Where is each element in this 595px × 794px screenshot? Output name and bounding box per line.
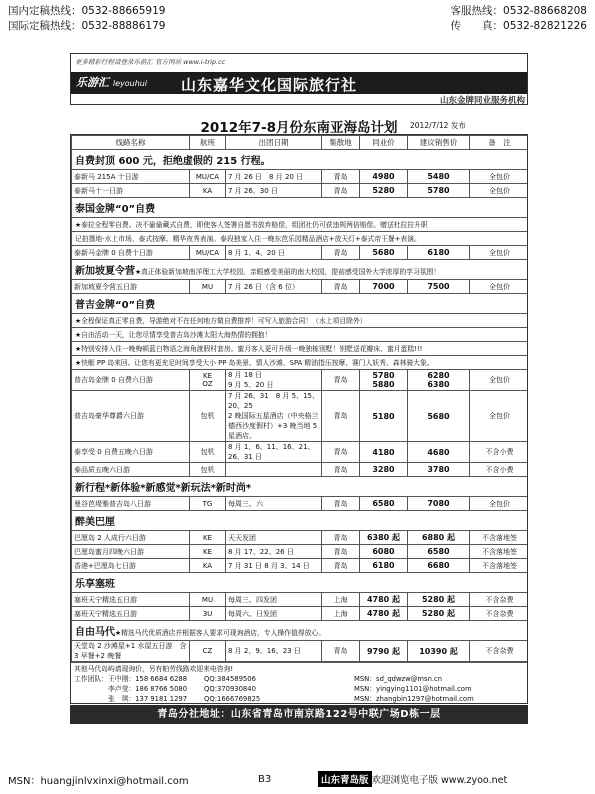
section-title (72, 198, 529, 218)
section-heading-row (72, 198, 529, 218)
section-heading-row (72, 294, 529, 314)
remark: 不含落地签 (470, 545, 529, 559)
departure-city: 青岛 (322, 497, 360, 511)
contact-cell: MSN：zhangbin1297@hotmail.com (354, 695, 474, 703)
peer-price: 6380 起 (360, 531, 408, 545)
section-title (72, 150, 529, 170)
route-name: 普吉岛金牌 0 自费六日游 (72, 370, 190, 391)
departure-dates (226, 463, 322, 477)
remark: 全包价 (470, 370, 529, 391)
table-row (72, 246, 529, 260)
flight: TG (190, 497, 226, 511)
table-row (72, 641, 529, 662)
international-hotline: 国际定稿热线：0532-88886179 (8, 20, 166, 32)
contact-list (74, 674, 524, 704)
departure-dates: 7 月 26 日（含 6 位） (226, 280, 322, 294)
column-header: 备 注 (470, 136, 529, 150)
route-name: 新加坡夏令营五日游 (72, 280, 190, 294)
contact-cell: MSN：sd_qdwzw@msn.cn (354, 675, 443, 683)
departure-city: 青岛 (322, 391, 360, 442)
peer-price: 5180 (360, 391, 408, 442)
retail-price: 4680 (408, 442, 470, 463)
retail-price: 5480 (408, 170, 470, 184)
retail-price: 7500 (408, 280, 470, 294)
section-heading-row (72, 477, 529, 497)
table-row (72, 545, 529, 559)
table-row (72, 607, 529, 621)
section-title (72, 477, 529, 497)
section-title-text: 自由马代 (75, 627, 115, 638)
retail-price: 5280 起 (408, 593, 470, 607)
departure-city: 青岛 (322, 641, 360, 662)
retail-price: 6180 (408, 246, 470, 260)
table-row (72, 184, 529, 198)
route-name: 曼谷芭堤雅普吉岛八日游 (72, 497, 190, 511)
table-row (72, 442, 529, 463)
consult-note: 其他马代岛屿请现询价，另有帕劳线路欢迎来电咨询! (74, 665, 234, 673)
section-note: 记拍摄地-水上市场、泰式按摩、精华夜秀表演。泰段独家入住一晚东芭乐园精品酒店+放天灯+泰式帝王餐+表演。 (72, 232, 529, 246)
route-name: 天堂岛 2 沙滩屋+1 水屋五日游 含 3 早餐+2 晚餐 (72, 641, 190, 662)
peer-price: 4180 (360, 442, 408, 463)
section-note-row (72, 314, 529, 328)
departure-dates: 8 月 2、9、16、23 日 (226, 641, 322, 662)
route-name: 塞班天宁精选五日游 (72, 593, 190, 607)
flight: CZ (190, 641, 226, 662)
remark: 不含杂费 (470, 607, 529, 621)
table-row (72, 463, 529, 477)
departure-dates: 8 月 17、22、26 日 (226, 545, 322, 559)
flight: 包机 (190, 442, 226, 463)
agency-banner (70, 53, 528, 105)
table-header-row (72, 136, 529, 150)
departure-dates: 7 月 26、30 日 (226, 184, 322, 198)
plan-title: 2012年7-8月份东南亚海岛计划 (200, 120, 398, 136)
route-name: 巴厘岛 2 人成行六日游 (72, 531, 190, 545)
departure-city: 青岛 (322, 545, 360, 559)
remark: 全包价 (470, 391, 529, 442)
departure-city: 青岛 (322, 184, 360, 198)
flight: MU/CA (190, 170, 226, 184)
peer-price: 5680 (360, 246, 408, 260)
section-title (72, 260, 529, 280)
website-slogan: 更多精彩行程请登录乐游汇 官方网站 www.i-trip.cc (75, 58, 226, 66)
remark: 不含小费 (470, 442, 529, 463)
retail-price: 6580 (408, 545, 470, 559)
section-note-row (72, 232, 529, 246)
section-title-text: 普吉金牌“0”自费 (75, 300, 156, 311)
peer-price: 4780 起 (360, 607, 408, 621)
retail-price: 5780 (408, 184, 470, 198)
column-header: 线路名称 (72, 136, 190, 150)
section-note: ★特别安排入住一晚梅顿蓝白物语之海角渡假村套房。蜜月客人更可升级一晚独栋别墅！别墅送花瓣床、蜜月蛋糕!!! (72, 342, 529, 356)
departure-dates: 天天发团 (226, 531, 322, 545)
section-note: ★全程保证真正零自费，导游绝对不在任何地方做自费推荐！可写入旅游合同！（水上项目除外） (72, 314, 529, 328)
service-hotline: 客服热线：0532-88668208 (450, 5, 587, 17)
remark: 不含杂费 (470, 593, 529, 607)
contact-row (74, 694, 524, 704)
departure-dates: 8 月 1、4、20 日 (226, 246, 322, 260)
departure-dates: 每周三、六 (226, 497, 322, 511)
contact-row (74, 674, 524, 684)
departure-city: 上海 (322, 593, 360, 607)
remark: 不含杂费 (470, 641, 529, 662)
peer-price: 6580 (360, 497, 408, 511)
section-title-text: 泰国金牌“0”自费 (75, 204, 156, 215)
table-row (72, 497, 529, 511)
flight: 3U (190, 607, 226, 621)
section-title (72, 294, 529, 314)
service-tagline: 山东金牌同业服务机构 (439, 96, 525, 106)
table-body (72, 150, 529, 662)
section-note-row (72, 356, 529, 370)
hotline-row-2 (8, 19, 587, 33)
table-row (72, 170, 529, 184)
departure-dates: 7 月 26 日 8 月 20 日 (226, 170, 322, 184)
peer-price: 7000 (360, 280, 408, 294)
retail-price: 7080 (408, 497, 470, 511)
section-title (72, 621, 529, 641)
section-title (72, 573, 529, 593)
retail-price: 5680 (408, 391, 470, 442)
departure-city: 青岛 (322, 531, 360, 545)
table-row (72, 559, 529, 573)
peer-price: 4780 起 (360, 593, 408, 607)
table-row (72, 280, 529, 294)
section-lead: ★精选马代优质酒店并根据客人要求可现询酒店，专人操作值得放心。 (115, 629, 325, 637)
column-header: 建议销售价 (408, 136, 470, 150)
remark: 全包价 (470, 246, 529, 260)
section-note-row (72, 342, 529, 356)
table-row (72, 370, 529, 391)
peer-price: 4980 (360, 170, 408, 184)
route-name: 泰品质五晚六日游 (72, 463, 190, 477)
departure-dates: 7 月 31 日 8 月 3、14 日 (226, 559, 322, 573)
section-note: ★快艇 PP 岛来回。让您有更充足时间享受大小 PP 岛美景、情人沙滩、SPA 精油指压按摩、赛门人妖秀、森林骑大象。 (72, 356, 529, 370)
tour-table (71, 135, 528, 662)
website-link[interactable]: 欢迎浏览电子版 www.zyoo.net (371, 775, 508, 786)
route-name: 泰享受 0 自费五晚六日游 (72, 442, 190, 463)
retail-price: 3780 (408, 463, 470, 477)
section-title-text: 醉美巴厘 (75, 517, 115, 528)
section-note: ★泰拉全程零自费。决不偷偷藏式自费，即使客人签署自愿书放弃赔偿，组团社仍可获违规两倍赔偿。赠送杜拉拉升职 (72, 218, 529, 232)
peer-price: 9790 起 (360, 641, 408, 662)
peer-price: 3280 (360, 463, 408, 477)
edition-badge: 山东青岛版 (318, 771, 372, 787)
hotline-row-1 (8, 4, 587, 18)
remark: 全包价 (470, 280, 529, 294)
peer-price: 6080 (360, 545, 408, 559)
section-heading-row (72, 573, 529, 593)
contact-cell: QQ:384589506 (204, 675, 256, 683)
table-row (72, 391, 529, 442)
section-heading-row (72, 621, 529, 641)
remark: 全包价 (470, 170, 529, 184)
footer-msn: MSN：huangjinlvxinxi@hotmail.com (8, 775, 189, 787)
departure-city: 青岛 (322, 559, 360, 573)
remark: 不含落地签 (470, 559, 529, 573)
departure-dates: 每周六、日发团 (226, 607, 322, 621)
route-name: 泰新马金牌 0 自费十日游 (72, 246, 190, 260)
departure-city: 青岛 (322, 442, 360, 463)
section-title-text: 新行程*新体验*新感觉*新玩法*新时尚* (75, 483, 252, 494)
contact-cell: 李卢莹：186 8766 5080 (74, 685, 188, 693)
peer-price: 5780 5880 (360, 370, 408, 391)
peer-price: 6180 (360, 559, 408, 573)
route-name: 香港+巴厘岛七日游 (72, 559, 190, 573)
route-name: 巴厘岛蜜月四晚六日游 (72, 545, 190, 559)
table-row (72, 531, 529, 545)
departure-dates: 7 月 26、31 8 月 5、15、20、25 2 晚国际五星酒店（中央格兰德西沙度假村）+3 晚当地 5 星酒店。 (226, 391, 322, 442)
retail-price: 10390 起 (408, 641, 470, 662)
retail-price: 5280 起 (408, 607, 470, 621)
departure-city: 青岛 (322, 246, 360, 260)
remark: 全包价 (470, 497, 529, 511)
publish-date: 2012/7/12 发布 (410, 121, 466, 130)
column-header: 同业价 (360, 136, 408, 150)
route-name: 塞班天宁精选五日游 (72, 607, 190, 621)
remark: 全包价 (470, 184, 529, 198)
departure-city: 上海 (322, 607, 360, 621)
flight: MU (190, 280, 226, 294)
section-lead: ★真正体验新加坡南洋理工大学校园，亲眼感受美丽的南大校园，提前感受国外大学浓厚的学习氛围！ (135, 268, 441, 276)
section-title (72, 511, 529, 531)
column-header: 集散地 (322, 136, 360, 150)
departure-dates: 每周三、四发团 (226, 593, 322, 607)
flight: MU/CA (190, 246, 226, 260)
flight: 包机 (190, 463, 226, 477)
contact-block (71, 662, 527, 704)
agency-name: 山东嘉华文化国际旅行社 (181, 76, 358, 94)
contact-row (74, 684, 524, 694)
flight: KA (190, 559, 226, 573)
remark: 不含落地签 (470, 531, 529, 545)
departure-dates: 8 月 1、6、11、16、21、26、31 日 (226, 442, 322, 463)
table-row (72, 593, 529, 607)
tour-plan-document (70, 134, 528, 704)
peer-price: 5280 (360, 184, 408, 198)
fax-number: 传 真：0532-82821226 (450, 20, 587, 32)
departure-city: 青岛 (322, 370, 360, 391)
departure-city: 青岛 (322, 280, 360, 294)
section-heading-row (72, 511, 529, 531)
leyouhui-logo: 乐游汇 leyouhui (76, 76, 148, 89)
section-title-text: 乐享塞班 (75, 579, 115, 590)
column-header: 出团日期 (226, 136, 322, 150)
flight: 包机 (190, 391, 226, 442)
contact-cell: MSN：yingying1101@hotmail.com (354, 685, 472, 693)
retail-price: 6680 (408, 559, 470, 573)
page-footer (8, 771, 587, 787)
flight: KA (190, 184, 226, 198)
contact-cell: 工作团队：王中刚：158 6684 6288 (74, 675, 188, 683)
flight: MU (190, 593, 226, 607)
contact-cell: QQ:1666769825 (204, 695, 261, 703)
remark: 不含小费 (470, 463, 529, 477)
section-title-text: 自费封顶 600 元，拒绝虚假的 215 行程。 (75, 156, 271, 167)
departure-dates: 8 月 18 日 9 月 5、20 日 (226, 370, 322, 391)
departure-city: 青岛 (322, 463, 360, 477)
contact-cell: 张 琪：137 9181 1297 (74, 695, 188, 703)
column-header: 航班 (190, 136, 226, 150)
contact-cell: QQ:370930840 (204, 685, 256, 693)
retail-price: 6280 6380 (408, 370, 470, 391)
flight: KE (190, 545, 226, 559)
page-number: B3 (258, 773, 272, 785)
section-title-text: 新加坡夏令营 (75, 266, 135, 277)
section-note-row (72, 218, 529, 232)
section-heading-row (72, 150, 529, 170)
retail-price: 6880 起 (408, 531, 470, 545)
section-note-row (72, 328, 529, 342)
flight: KE (190, 531, 226, 545)
route-name: 泰新马 215A 十日游 (72, 170, 190, 184)
section-note: ★自由活动一天，让您尽情享受普吉岛沙滩太阳大海热情的拥抱！ (72, 328, 529, 342)
section-heading-row (72, 260, 529, 280)
branch-address-bar: 青岛分社地址：山东省青岛市南京路122号中联广场D栋一层 (70, 705, 528, 724)
departure-city: 青岛 (322, 170, 360, 184)
flight: KE OZ (190, 370, 226, 391)
domestic-hotline: 国内定稿热线：0532-88665919 (8, 5, 166, 17)
route-name: 泰新马十一日游 (72, 184, 190, 198)
route-name: 普吉岛豪华尊爵六日游 (72, 391, 190, 442)
